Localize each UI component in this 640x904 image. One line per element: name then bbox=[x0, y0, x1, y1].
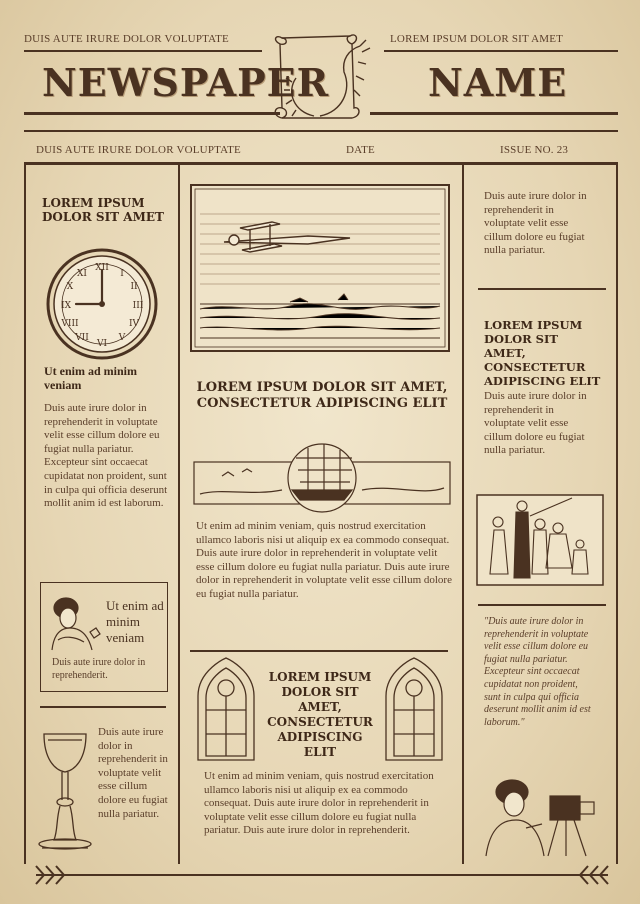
svg-text:VI: VI bbox=[96, 339, 108, 349]
svg-text:IV: IV bbox=[128, 319, 140, 329]
column-divider-right bbox=[462, 164, 464, 864]
masthead-rule-mid-left bbox=[24, 112, 280, 115]
center-headline: LOREM IPSUM DOLOR SIT AMET, CONSECTETUR ADIPISCING ELIT bbox=[196, 380, 448, 411]
svg-text:V: V bbox=[118, 333, 126, 343]
center-mid-rule bbox=[190, 650, 448, 652]
family-group-illustration-icon bbox=[476, 494, 604, 586]
left-headline: LOREM IPSUM DOLOR SIT AMET bbox=[42, 196, 164, 224]
left-rule-bottom bbox=[40, 706, 166, 708]
left-arrow-ornament-icon bbox=[34, 864, 78, 886]
masthead-top-right-caption: LOREM IPSUM DOLOR SIT AMET bbox=[390, 33, 564, 45]
center-body-text-2: Ut enim ad minim veniam, quis nostrud exercitation ullamco laboris nisi ut aliquip ex ea commodo consequat. Duis aute irure dolor in reprehenderit in voluptate velit esse cillum dolore eu fugiat nulla pariatur. Duis aute irure dolor in reprehenderit. bbox=[204, 770, 434, 837]
svg-text:XI: XI bbox=[77, 269, 87, 279]
right-body-text-2: Duis aute irure dolor in reprehenderit in voluptate velit esse cillum dolore eu fugiat nulla pariatur. bbox=[484, 390, 587, 457]
lady-portrait-icon bbox=[44, 592, 102, 654]
right-body-text-1: Duis aute irure dolor in reprehenderit in voluptate velit esse cillum dolore eu fugiat nulla pariatur. bbox=[484, 190, 587, 257]
svg-text:IX: IX bbox=[61, 301, 71, 311]
right-rule-2 bbox=[478, 604, 606, 606]
center-body-text-1: Ut enim ad minim veniam, quis nostrud exercitation ullamco laboris nisi ut aliquip ex ea commodo consequat. Duis aute irure dolor in reprehenderit in voluptate velit esse cillum dolore eu fugiat nulla pariatur. Duis aute irure dolor in reprehenderit in voluptate velit esse cillum dolore eu fugiat nulla pariatur. bbox=[196, 520, 452, 600]
svg-text:I: I bbox=[120, 269, 124, 279]
svg-text:III: III bbox=[132, 301, 144, 311]
right-rule-1 bbox=[478, 288, 606, 290]
left-subhead: Ut enim ad minim veniam bbox=[44, 364, 137, 392]
center-headline-2: LOREM IPSUM DOLOR SIT AMET, CONSECTETUR ADIPISCING ELIT bbox=[267, 670, 373, 759]
boxed-feature-body: Duis aute irure dolor in reprehenderit. bbox=[52, 657, 146, 681]
bottom-rule bbox=[60, 874, 580, 876]
goblet-icon bbox=[34, 730, 96, 854]
svg-text:X: X bbox=[66, 282, 74, 292]
masthead-title-right: NAME bbox=[428, 60, 568, 105]
dateline-date: DATE bbox=[346, 144, 375, 156]
gothic-window-right-icon bbox=[382, 656, 446, 762]
wall-clock-icon bbox=[44, 248, 162, 360]
left-body-text: Duis aute irure dolor in reprehenderit in voluptate velit esse cillum dolore eu fugiat nulla pariatur. Excepteur sint occaecat cupidatat non proident, sunt in culpa qui officia deserunt mollit anim id est laborum. bbox=[44, 402, 168, 510]
scroll-laurel-emblem-icon bbox=[268, 20, 378, 135]
right-headline: LOREM IPSUM DOLOR SIT AMET, CONSECTETUR ADIPISCING ELIT bbox=[484, 318, 601, 388]
right-arrow-ornament-icon bbox=[566, 864, 610, 886]
dateline-rule-bottom bbox=[24, 162, 618, 165]
airplane-seascape-illustration-icon bbox=[190, 184, 450, 352]
masthead-title-left: NEWSPAPER bbox=[42, 60, 330, 105]
woman-with-camera-illustration-icon bbox=[482, 772, 606, 858]
masthead-rule-top-right bbox=[384, 50, 618, 52]
svg-text:II: II bbox=[130, 282, 138, 292]
right-quote-text: "Duis aute irure dolor in reprehenderit in voluptate velit esse cillum dolore eu fugiat nulla pariatur. Excepteur sint occaecat cupidatat non proident, sunt in culpa qui officia deserunt mollit anim id est laborum." bbox=[484, 616, 591, 728]
masthead-rule-top-left bbox=[24, 50, 262, 52]
goblet-side-text: Duis aute irure dolor in reprehenderit in voluptate velit esse cillum dolore eu fugiat nulla pariatur. bbox=[98, 726, 168, 820]
dateline-rule-top bbox=[24, 130, 618, 132]
masthead-rule-mid-right bbox=[370, 112, 618, 115]
dateline-left: DUIS AUTE IRURE DOLOR VOLUPTATE bbox=[36, 144, 241, 156]
svg-text:XII: XII bbox=[95, 263, 109, 273]
dateline-issue-number: ISSUE NO. 23 bbox=[500, 144, 569, 156]
masthead-top-left-caption: DUIS AUTE IRURE DOLOR VOLUPTATE bbox=[24, 33, 229, 45]
svg-text:VII: VII bbox=[75, 333, 89, 343]
gothic-window-left-icon bbox=[194, 656, 258, 762]
boxed-feature-title: Ut enim ad minim veniam bbox=[106, 598, 164, 645]
svg-text:VIII: VIII bbox=[61, 319, 79, 329]
frame-right-rule bbox=[616, 164, 618, 864]
frame-left-rule bbox=[24, 164, 26, 864]
column-divider-left bbox=[178, 164, 180, 864]
ship-vignette-icon bbox=[192, 440, 452, 510]
